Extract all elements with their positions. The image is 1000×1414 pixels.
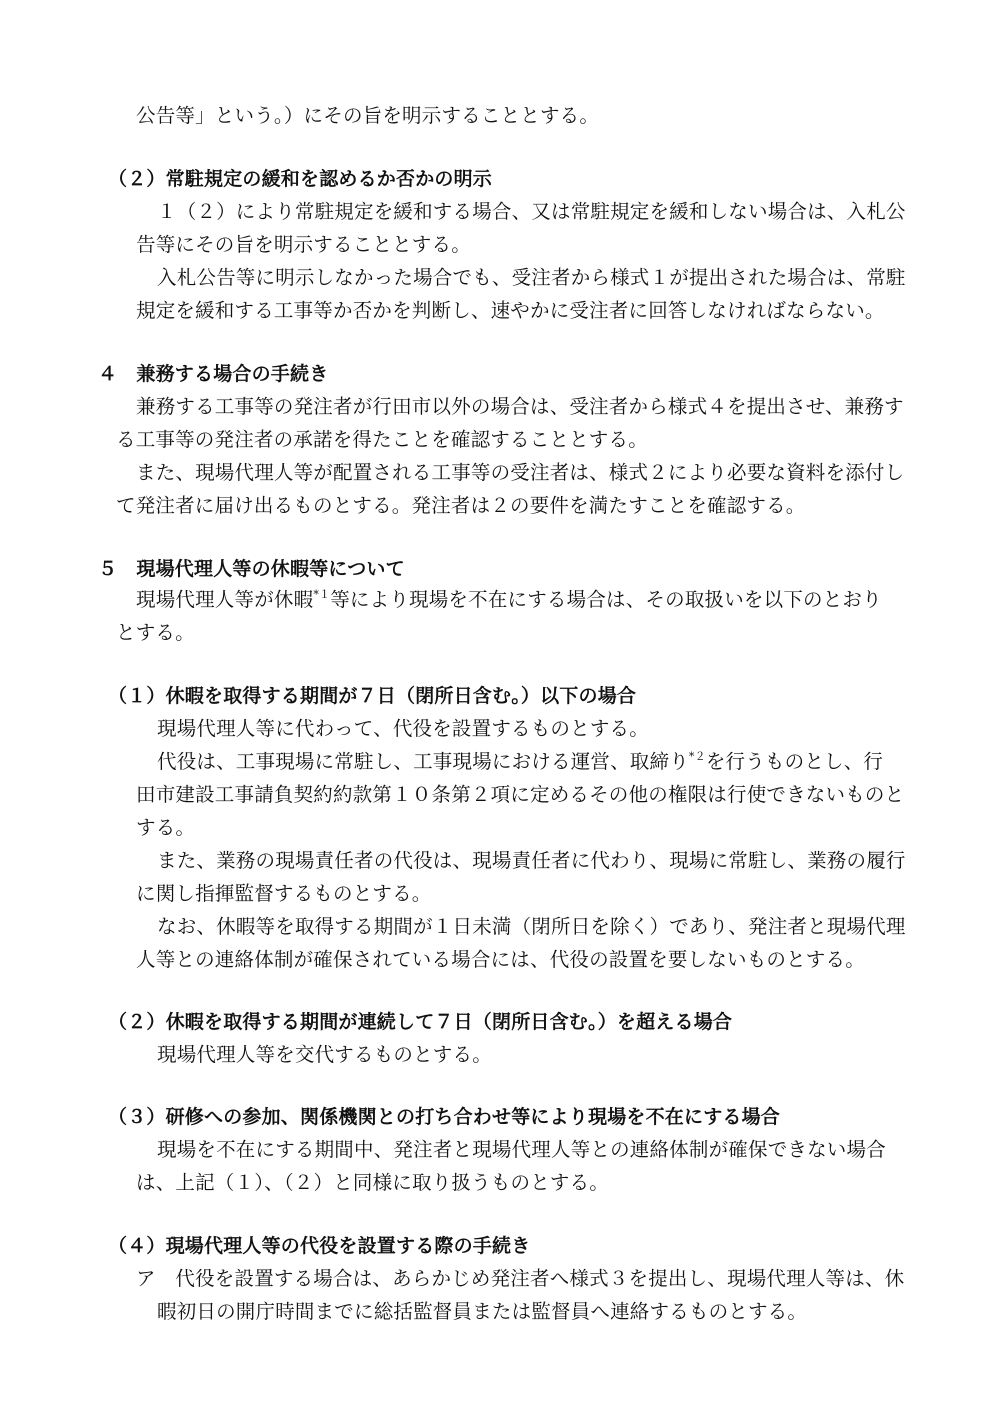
section-heading: （１）休暇を取得する期間が７日（閉所日含む。）以下の場合	[108, 685, 637, 707]
body-text: 等により現場を不在にする場合は、その取扱いを以下のとおり	[330, 588, 882, 611]
body-text: 現場代理人等が休暇	[136, 588, 314, 611]
body-line: 現場代理人等に代わって、代役を設置するものとする。	[157, 717, 649, 740]
section-heading: ５ 現場代理人等の休暇等について	[98, 558, 405, 580]
section-heading: （４）現場代理人等の代役を設置する際の手続き	[108, 1235, 531, 1257]
body-line: する。	[136, 816, 196, 839]
body-line: に関し指揮監督するものとする。	[136, 882, 432, 905]
body-line: 現場を不在にする期間中、発注者と現場代理人等との連絡体制が確保できない場合	[157, 1138, 886, 1161]
body-line: なお、休暇等を取得する期間が１日未満（閉所日を除く）であり、発注者と現場代理	[157, 915, 906, 938]
body-line: 人等との連絡体制が確保されている場合には、代役の設置を要しないものとする。	[136, 948, 865, 971]
body-line: 入札公告等に明示しなかった場合でも、受注者から様式１が提出された場合は、常駐	[157, 266, 906, 289]
body-line	[136, 586, 882, 614]
body-line: 兼務する工事等の発注者が行田市以外の場合は、受注者から様式４を提出させ、兼務す	[136, 395, 904, 418]
section-heading: （２）休暇を取得する期間が連続して７日（閉所日含む。）を超える場合	[108, 1011, 733, 1033]
body-line: 規定を緩和する工事等か否かを判断し、速やかに受注者に回答しなければならない。	[136, 299, 885, 322]
section-heading: （２）常駐規定の緩和を認めるか否かの明示	[108, 168, 493, 190]
body-line: て発注者に届け出るものとする。発注者は２の要件を満たすことを確認する。	[116, 494, 806, 517]
body-line	[157, 748, 883, 776]
body-text: 代役は、工事現場に常駐し、工事現場における運営、取締り	[157, 750, 689, 773]
body-line: 公告等」という。）にその旨を明示することとする。	[136, 104, 600, 127]
footnote-mark: *２	[688, 750, 706, 763]
body-line: 現場代理人等を交代するものとする。	[157, 1043, 492, 1066]
body-line: は、上記（１）、（２）と同様に取り扱うものとする。	[136, 1171, 610, 1194]
body-line: １（２）により常駐規定を緩和する場合、又は常駐規定を緩和しない場合は、入札公	[157, 200, 906, 223]
footnote-mark: *１	[313, 588, 331, 601]
body-line: また、業務の現場責任者の代役は、現場責任者に代わり、現場に常駐し、業務の履行	[157, 849, 906, 872]
body-line: とする。	[116, 621, 195, 644]
body-line: 暇初日の開庁時間までに総括監督員または監督員へ連絡するものとする。	[157, 1300, 808, 1323]
body-line: る工事等の発注者の承諾を得たことを確認することとする。	[116, 428, 648, 451]
body-line: 告等にその旨を明示することとする。	[136, 233, 471, 256]
body-line: また、現場代理人等が配置される工事等の受注者は、様式２により必要な資料を添付し	[136, 461, 905, 484]
body-line: 田市建設工事請負契約約款第１０条第２項に定めるその他の権限は行使できないものと	[136, 783, 905, 806]
body-text: を行うものとし、行	[705, 750, 884, 773]
section-heading: ４ 兼務する場合の手続き	[98, 363, 329, 385]
body-line: ア 代役を設置する場合は、あらかじめ発注者へ様式３を提出し、現場代理人等は、休	[136, 1267, 905, 1290]
section-heading: （３）研修への参加、関係機関との打ち合わせ等により現場を不在にする場合	[108, 1106, 781, 1128]
